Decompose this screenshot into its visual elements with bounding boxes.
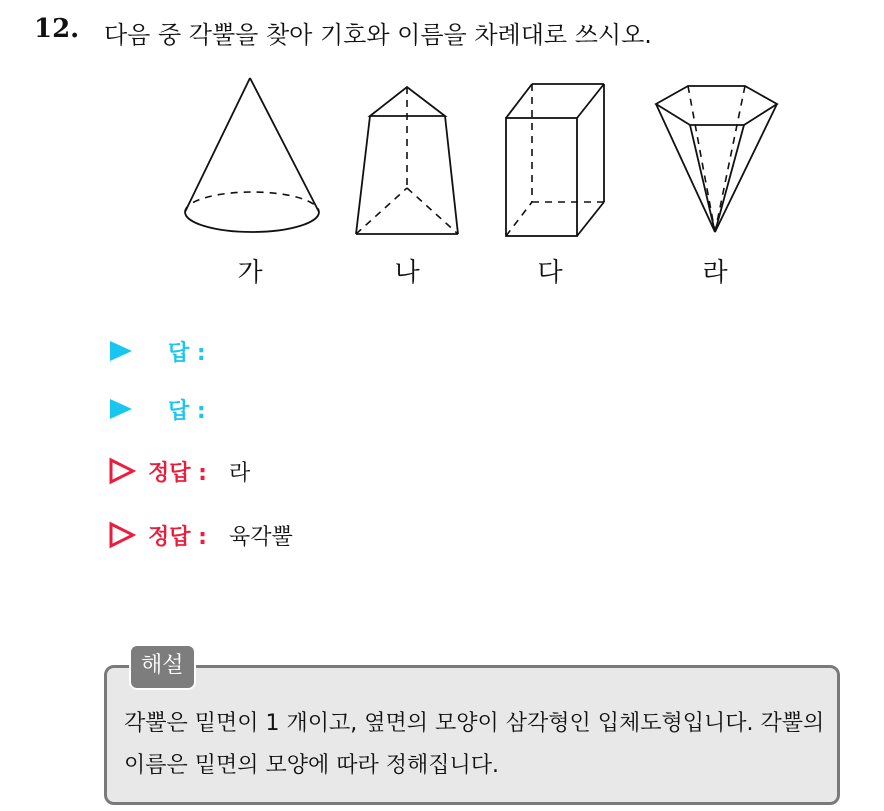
explanation-title: 해설 bbox=[129, 644, 196, 690]
question-text: 다음 중 각뿔을 찾아 기호와 이름을 차례대로 쓰시오. bbox=[104, 21, 652, 49]
solution-value: 라 bbox=[228, 460, 251, 486]
solution-label: 정답 : bbox=[148, 524, 207, 550]
figure-label-ra: 라 bbox=[702, 258, 728, 288]
question-number: 12. bbox=[34, 14, 80, 44]
answer-row-1 bbox=[108, 334, 228, 368]
figure-triangular-frustum bbox=[356, 87, 458, 234]
figure-label-da: 다 bbox=[537, 258, 563, 288]
solution-row-2 bbox=[108, 518, 293, 552]
answer-label: 답 : bbox=[168, 340, 206, 366]
solution-arrow-icon bbox=[108, 521, 136, 549]
figure-label-na: 나 bbox=[394, 258, 420, 288]
solution-row-1 bbox=[108, 454, 250, 488]
answer-arrow-icon bbox=[108, 396, 134, 422]
explanation-text: 각뿔은 밑면이 1 개이고, 옆면의 모양이 삼각형인 입체도형입니다. 각뿔의 이름은 밑면의 모양에 따라 정해집니다. bbox=[124, 711, 825, 778]
solution-arrow-icon bbox=[108, 457, 136, 485]
figures-illustration bbox=[170, 70, 790, 250]
solution-label: 정답 : bbox=[148, 460, 207, 486]
figure-hexagonal-pyramid bbox=[656, 86, 777, 232]
figure-label-ga: 가 bbox=[237, 258, 263, 288]
answer-row-2 bbox=[108, 392, 228, 426]
answer-arrow-icon bbox=[108, 338, 134, 364]
answer-label: 답 : bbox=[168, 398, 206, 424]
figure-cone bbox=[185, 78, 319, 232]
solution-value: 육각뿔 bbox=[228, 524, 293, 550]
figure-rectangular-prism bbox=[506, 84, 604, 236]
